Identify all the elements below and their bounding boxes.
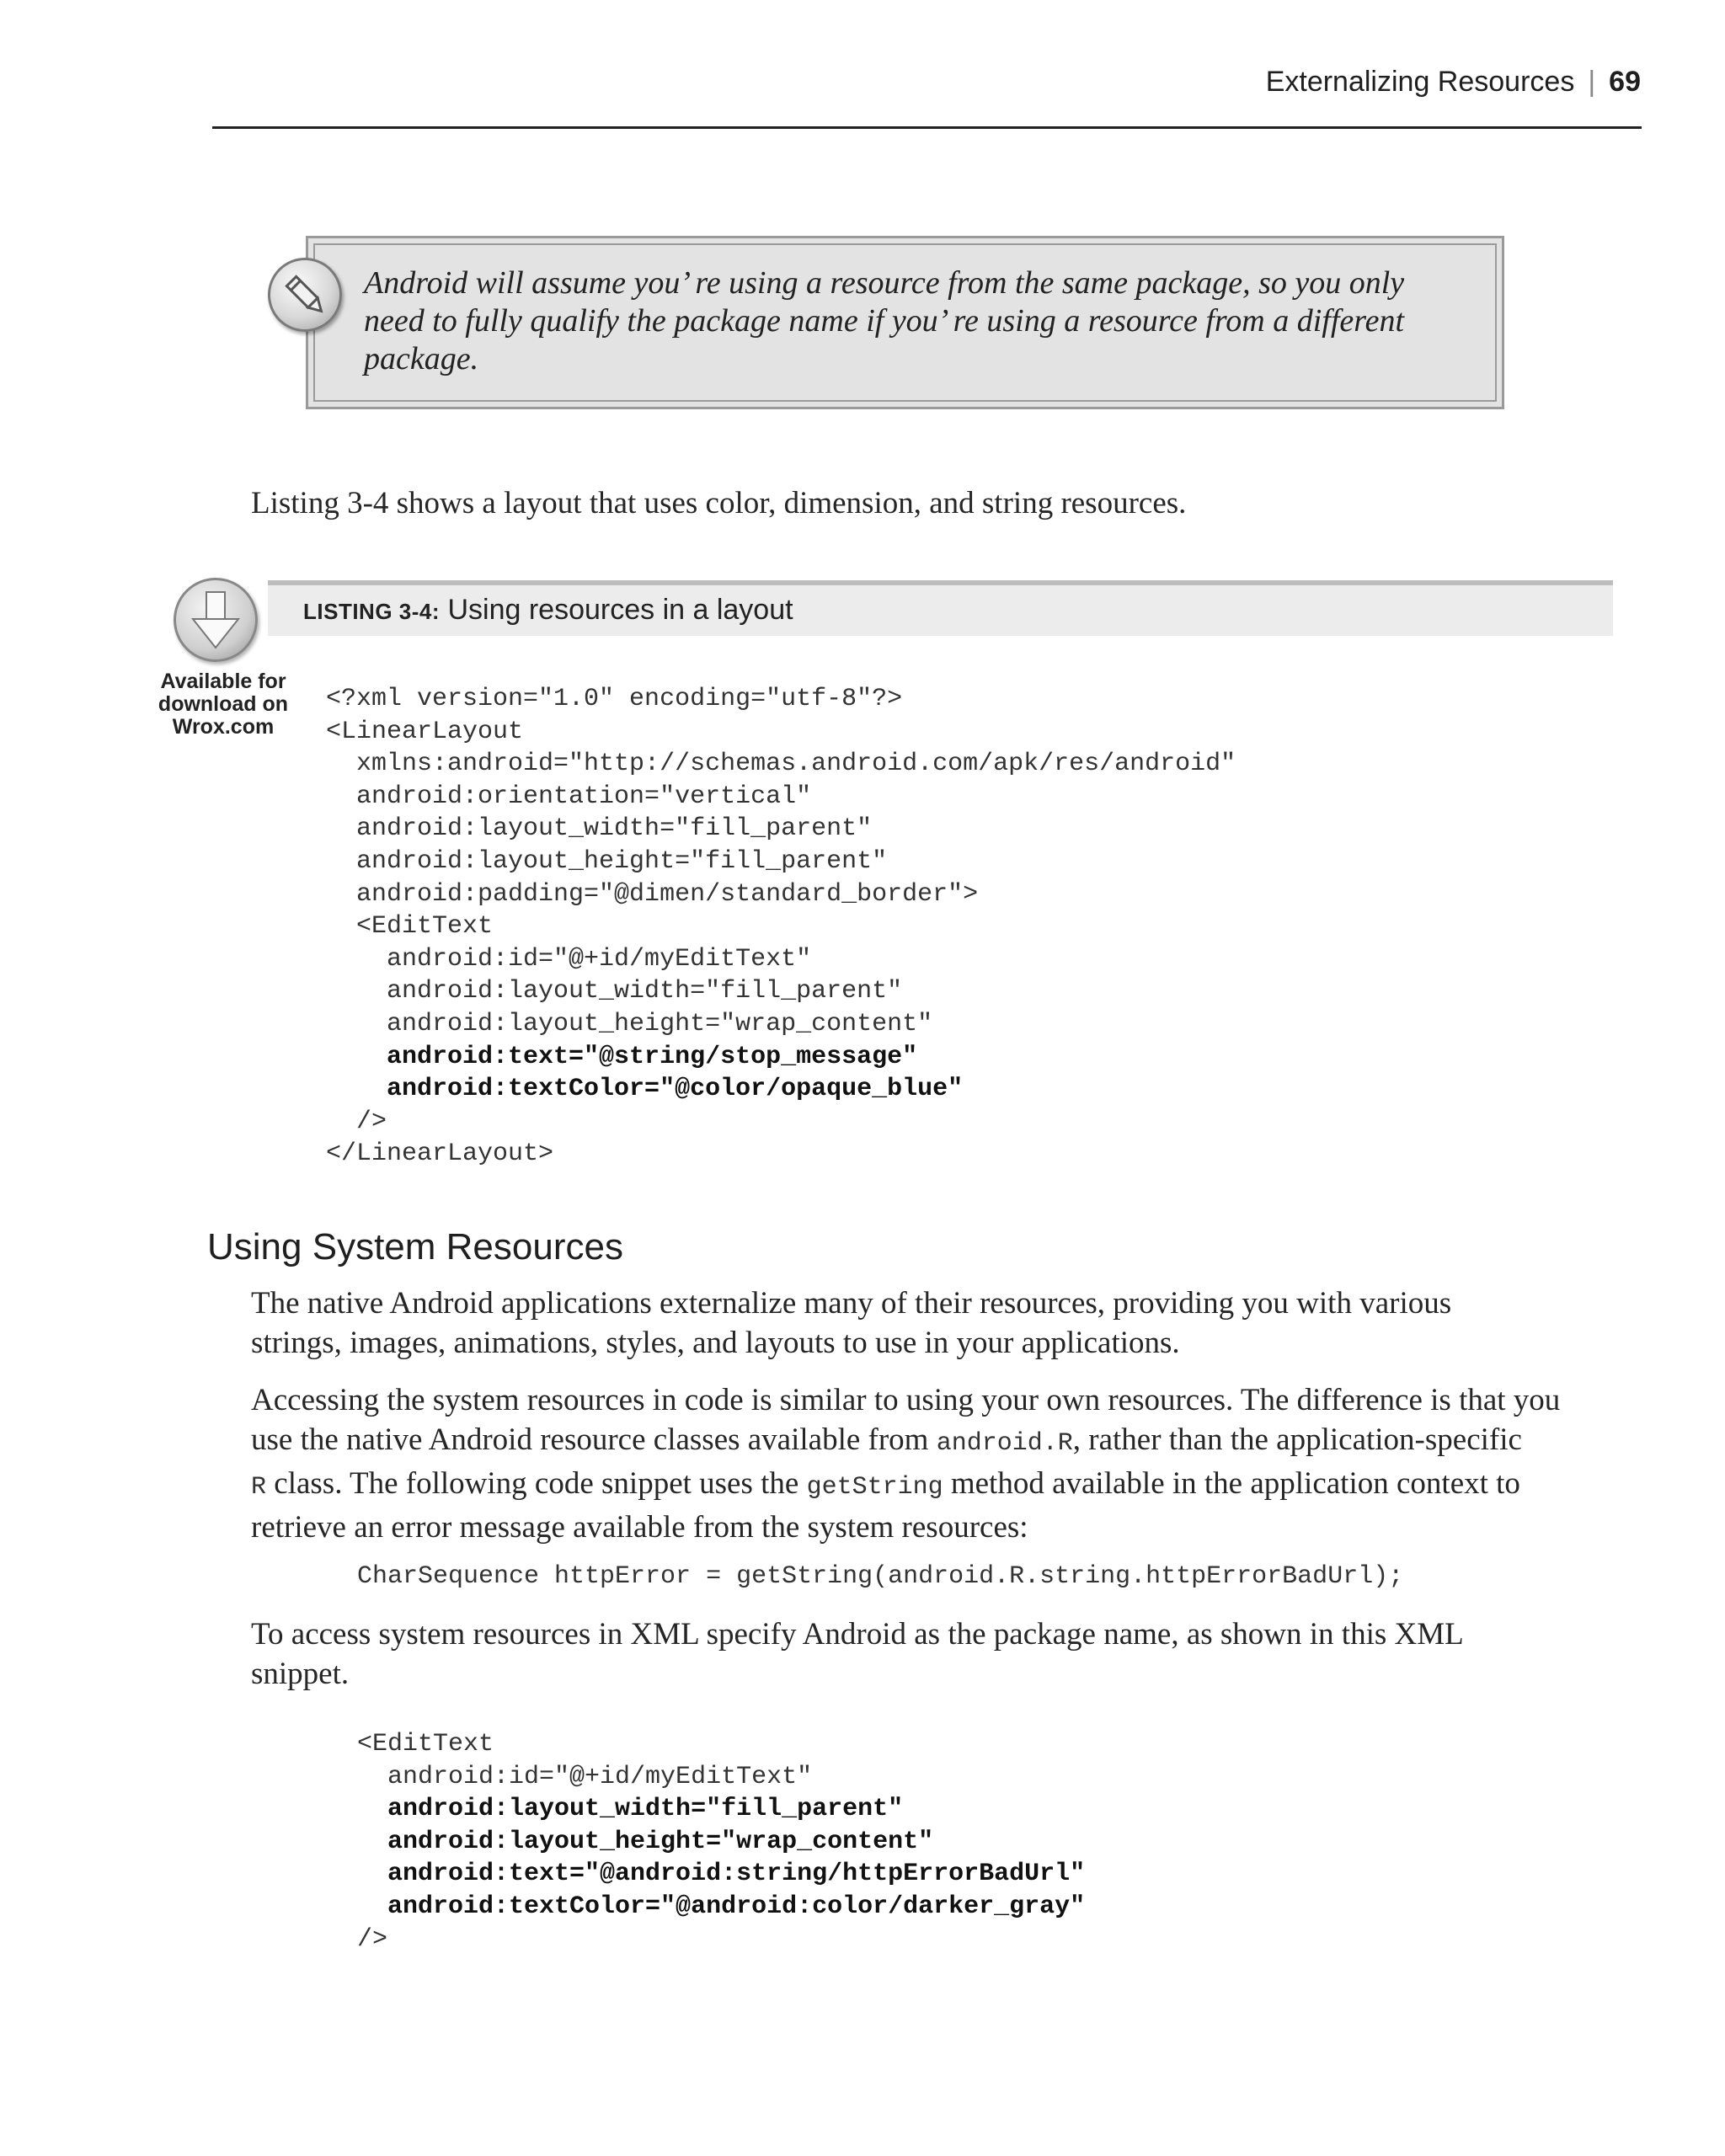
paragraph-text: method available in the application context to [943, 1466, 1520, 1501]
code-line-bold: android:text="@string/stop_message" [326, 1042, 918, 1071]
code-line: CharSequence httpError = getString(android.R.string.httpErrorBadUrl); [357, 1562, 1404, 1591]
code-line: <EditText [357, 1730, 494, 1758]
note-line: package. [364, 341, 479, 376]
paragraph-line: Accessing the system resources in code is similar to using your own resources. The difference is that you [251, 1383, 1561, 1417]
inline-code: getString [806, 1473, 943, 1502]
code-line: xmlns:android="http://schemas.android.com/apk/res/android" [326, 750, 1236, 779]
section-heading: Using System Resources [207, 1226, 623, 1267]
code-line: <?xml version="1.0" encoding="utf-8"?> [326, 685, 903, 713]
code-line: android:layout_width="fill_parent" [326, 977, 903, 1006]
pencil-icon [268, 258, 342, 332]
paragraph-line: snippet. [251, 1657, 350, 1691]
section-paragraph-1 [251, 1283, 1616, 1363]
code-line: android:padding="@dimen/standard_border"> [326, 879, 979, 909]
running-head-title: Externalizing Resources [1265, 66, 1575, 98]
paragraph-text: class. The following code snippet uses the [266, 1466, 807, 1501]
running-head [209, 66, 1641, 99]
code-line: android:layout_height="wrap_content" [326, 1009, 933, 1038]
download-caption-line: download on [158, 692, 289, 716]
paragraph-text: , rather than the application-specific [1072, 1422, 1522, 1457]
code-line: android:layout_height="fill_parent" [326, 846, 888, 876]
note-line: Android will assume you’ re using a resource from the same package, so you only [364, 265, 1405, 301]
code-line-bold: android:text="@android:string/httpErrorBadUrl" [357, 1860, 1086, 1889]
download-caption[interactable] [152, 670, 295, 739]
code-snippet-2 [357, 1728, 1085, 1956]
download-caption-line: Wrox.com [172, 715, 275, 739]
paragraph-line [251, 1464, 1616, 1508]
download-caption-line: Available for [160, 670, 286, 693]
page-number: 69 [1609, 66, 1641, 98]
note-text [364, 264, 1476, 378]
header-rule [212, 126, 1642, 129]
inline-code: android.R [936, 1429, 1073, 1458]
paragraph-line: retrieve an error message available from the system resources: [251, 1510, 1028, 1545]
listing-title [303, 594, 793, 627]
download-arrow-icon[interactable] [174, 578, 258, 662]
running-head-separator: | [1588, 66, 1596, 98]
code-line-bold: android:textColor="@android:color/darker_gray" [357, 1892, 1086, 1921]
code-line: /> [326, 1107, 387, 1136]
code-line: android:id="@+id/myEditText" [357, 1762, 813, 1791]
code-line: android:orientation="vertical" [326, 782, 812, 811]
code-line-bold: android:textColor="@color/opaque_blue" [326, 1075, 964, 1104]
intro-paragraph: Listing 3-4 shows a layout that uses color, dimension, and string resources. [251, 486, 1187, 520]
code-line: <LinearLayout [326, 717, 524, 746]
section-paragraph-3 [251, 1614, 1616, 1694]
paragraph-line: To access system resources in XML specify Android as the package name, as shown in this XML [251, 1617, 1464, 1652]
paragraph-line: The native Android applications externalize many of their resources, providing you with various [251, 1286, 1452, 1321]
listing-code-block [326, 683, 1236, 1171]
note-line: need to fully qualify the package name if you’ re using a resource from a different [364, 303, 1405, 339]
inline-code: R [251, 1473, 267, 1502]
paragraph-line: strings, images, animations, styles, and layouts to use in your applications. [251, 1326, 1180, 1360]
code-snippet-1 [357, 1561, 1403, 1593]
listing-label: LISTING 3-4: [303, 599, 441, 624]
paragraph-line [251, 1420, 1616, 1464]
code-line: android:id="@+id/myEditText" [326, 944, 812, 974]
code-line: /> [357, 1924, 388, 1954]
listing-title-text: Using resources in a layout [447, 594, 793, 626]
code-line: <EditText [326, 912, 494, 942]
code-line: android:layout_width="fill_parent" [326, 814, 873, 844]
code-line: </LinearLayout> [326, 1139, 554, 1169]
code-line-bold: android:layout_height="wrap_content" [357, 1827, 934, 1856]
code-line-bold: android:layout_width="fill_parent" [357, 1795, 904, 1824]
section-paragraph-2 [251, 1380, 1616, 1547]
paragraph-text: use the native Android resource classes available from [251, 1422, 937, 1457]
